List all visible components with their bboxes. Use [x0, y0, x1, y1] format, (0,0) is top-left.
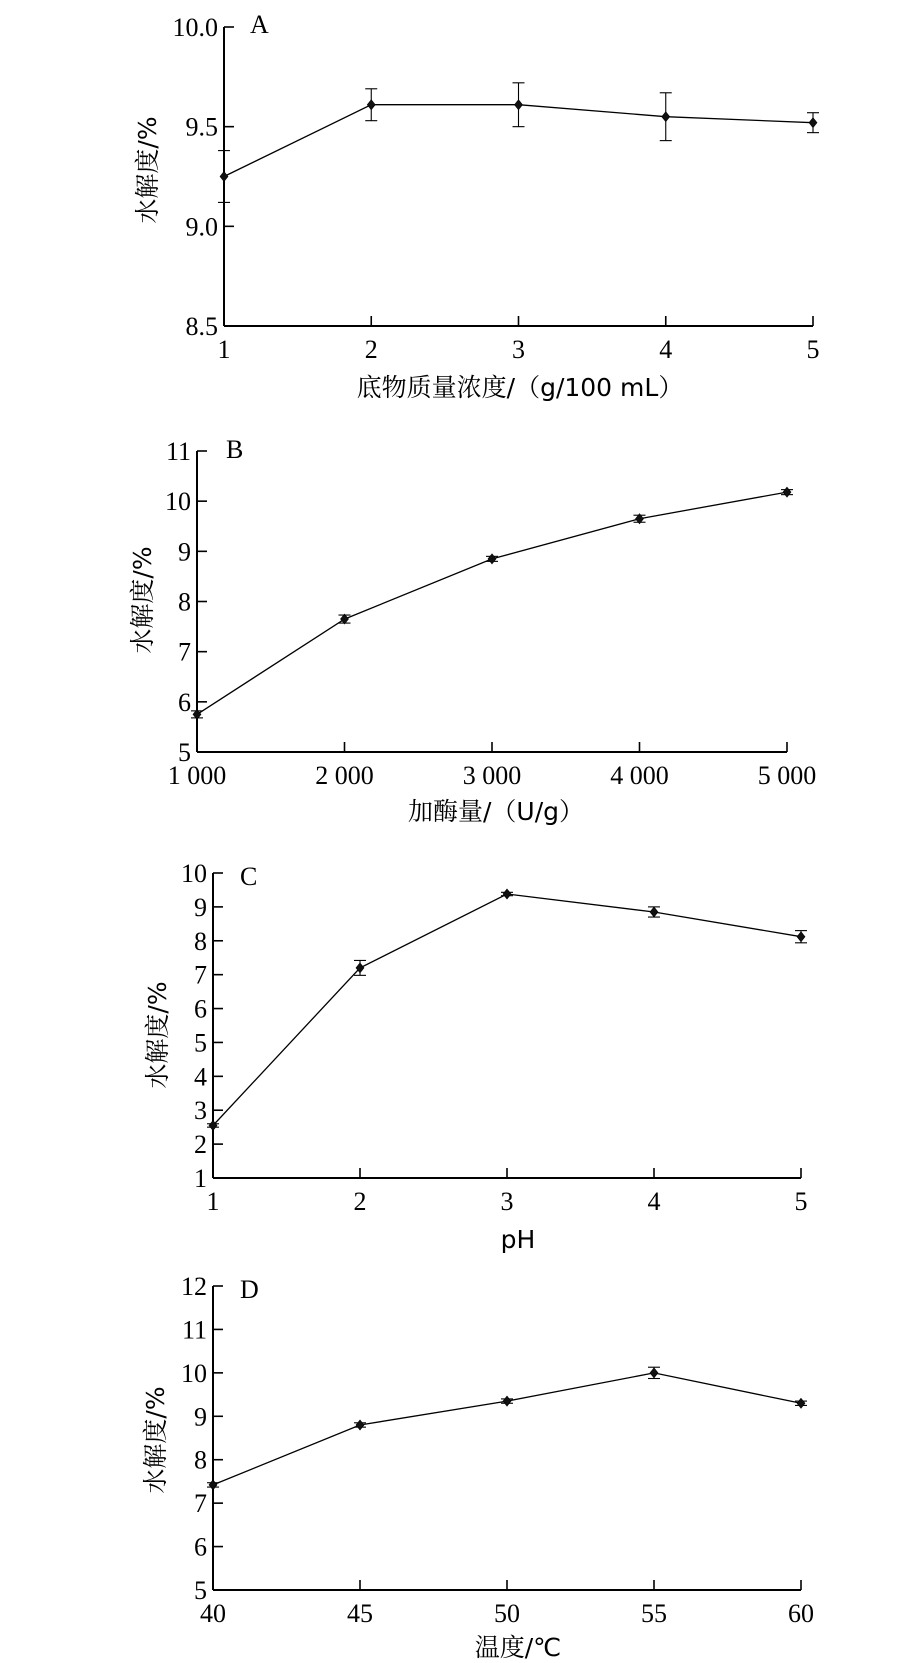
y-tick-label-d: 7	[194, 1489, 207, 1519]
y-tick-label-d: 6	[194, 1532, 207, 1562]
panel-c	[143, 859, 808, 1254]
y-tick-label-d: 12	[181, 1272, 207, 1301]
y-tick-label-c: 6	[194, 994, 207, 1024]
data-point-d	[209, 1480, 217, 1490]
y-axis-title-c: 水解度/%	[143, 981, 172, 1089]
data-point-d	[797, 1398, 805, 1408]
y-tick-label-b: 9	[178, 537, 191, 567]
x-tick-label-a: 4	[659, 335, 673, 364]
y-tick-label-c: 3	[194, 1096, 207, 1126]
x-tick-label-c: 4	[647, 1187, 661, 1216]
data-point-c	[797, 932, 805, 942]
x-tick-label-d: 45	[347, 1599, 373, 1628]
x-tick-label-b: 2 000	[315, 761, 374, 790]
y-tick-label-d: 9	[194, 1402, 207, 1432]
x-tick-label-d: 60	[788, 1599, 814, 1628]
panel-label-a: A	[250, 10, 269, 39]
x-tick-label-a: 5	[806, 335, 820, 364]
x-tick-label-b: 4 000	[610, 761, 669, 790]
panel-a	[133, 10, 820, 402]
data-point-d	[503, 1396, 511, 1406]
plot-area-b	[165, 437, 816, 790]
x-tick-label-a: 2	[364, 335, 378, 364]
x-tick-label-d: 50	[494, 1599, 520, 1628]
series-line-c	[213, 894, 801, 1126]
plot-area-c	[181, 859, 808, 1216]
panel-label-b: B	[226, 435, 244, 464]
data-point-b	[783, 487, 791, 497]
y-tick-label-c: 9	[194, 892, 207, 922]
x-tick-label-c: 3	[500, 1187, 514, 1216]
y-tick-label-c: 10	[181, 859, 207, 888]
x-tick-label-a: 1	[217, 335, 231, 364]
y-tick-label-c: 7	[194, 960, 207, 990]
y-tick-label-d: 5	[194, 1576, 207, 1605]
y-tick-label-b: 5	[178, 738, 191, 767]
panel-label-d: D	[240, 1275, 259, 1304]
x-axis-title-a: 底物质量浓度/（g/100 mL）	[356, 373, 684, 402]
plot-area-d	[181, 1272, 814, 1628]
y-tick-label-a: 9.5	[185, 112, 218, 142]
series-line-d	[213, 1373, 801, 1485]
x-tick-label-b: 1 000	[167, 761, 227, 790]
data-point-a	[220, 172, 228, 182]
x-axis-title-b: 加酶量/（U/g）	[407, 797, 585, 826]
x-tick-label-c: 2	[353, 1187, 367, 1216]
y-tick-label-b: 10	[165, 487, 191, 517]
x-tick-label-a: 3	[512, 335, 525, 364]
panel-label-c: C	[240, 862, 258, 891]
x-tick-label-c: 5	[794, 1187, 808, 1216]
series-line-b	[197, 492, 787, 714]
y-tick-label-c: 8	[194, 926, 207, 956]
data-point-d	[356, 1420, 364, 1430]
data-point-b	[488, 554, 496, 564]
data-point-c	[650, 907, 658, 917]
y-axis-title-a: 水解度/%	[133, 116, 162, 224]
y-tick-label-c: 5	[194, 1028, 207, 1058]
panel-d	[141, 1272, 814, 1662]
y-tick-label-d: 10	[181, 1358, 207, 1388]
y-tick-label-d: 8	[194, 1445, 207, 1475]
x-tick-label-b: 5 000	[757, 761, 817, 790]
y-tick-label-a: 8.5	[185, 312, 218, 341]
data-point-a	[367, 100, 375, 110]
y-tick-label-c: 1	[194, 1164, 207, 1193]
panel-b	[128, 435, 816, 826]
y-tick-label-a: 10.0	[172, 13, 218, 42]
x-axis-title-d: 温度/℃	[474, 1633, 562, 1662]
y-axis-title-d: 水解度/%	[141, 1386, 170, 1494]
data-point-d	[650, 1368, 658, 1378]
y-tick-label-c: 2	[194, 1130, 207, 1160]
x-tick-label-c: 1	[206, 1187, 220, 1216]
y-tick-label-b: 8	[178, 587, 191, 617]
x-tick-label-d: 40	[200, 1599, 226, 1628]
y-tick-label-b: 7	[178, 637, 191, 667]
y-tick-label-d: 11	[181, 1315, 207, 1345]
data-point-a	[515, 100, 523, 110]
x-axis-title-c: pH	[500, 1225, 536, 1254]
y-tick-label-c: 4	[194, 1062, 207, 1092]
plot-area-a	[173, 13, 820, 364]
x-tick-label-d: 55	[641, 1599, 667, 1628]
y-tick-label-b: 6	[178, 687, 191, 717]
data-point-c	[503, 889, 511, 899]
y-axis-title-b: 水解度/%	[128, 546, 157, 654]
y-tick-label-a: 9.0	[185, 212, 218, 242]
x-tick-label-b: 3 000	[462, 761, 522, 790]
y-tick-label-b: 11	[165, 437, 191, 466]
data-point-a	[809, 118, 817, 128]
data-point-a	[662, 112, 670, 122]
